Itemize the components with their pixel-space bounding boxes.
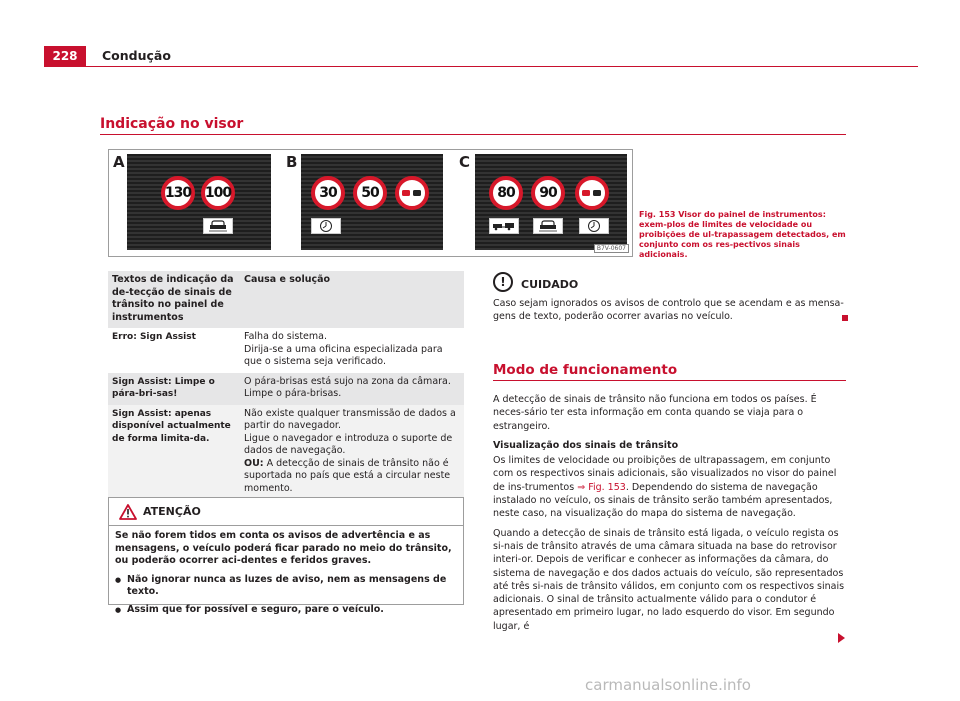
wet-road-sign-icon <box>203 218 233 234</box>
subheading: Visualização dos sinais de trânsito <box>493 439 679 451</box>
table-row <box>108 328 464 373</box>
warning-text: Se não forem tidos em conta os avisos de advertência e as mensagens, o veículo poderá ficar parado no meio do trânsito, ou poderão ocorrer aci-dentes e feridos graves. <box>115 530 452 566</box>
paragraph-text: Os limites de velocidade ou proibições de ultrapassagem, em conjunto com os respectivos sinais adicionais, são visualizados no visor do painel de ins-trumentos <box>493 455 837 493</box>
table-cell-text: Sign Assist: apenas disponível actualmente de forma limita-da. <box>108 405 240 500</box>
or-label: OU: <box>244 457 264 469</box>
panel-letter-c: C <box>459 153 471 171</box>
speed-sign-90: 90 <box>531 176 565 210</box>
clock-sign-icon <box>579 218 609 234</box>
cause-line: Ligue o navegador e introduza o suporte de dados de navegação. <box>244 432 453 456</box>
table-cell-text: Erro: Sign Assist <box>108 328 240 373</box>
paragraph <box>493 454 848 520</box>
table-cell-cause <box>240 405 464 500</box>
warning-bullet: ● Não ignorar nunca as luzes de aviso, nem as mensagens de texto. <box>115 574 459 599</box>
cause-line: Não existe qualquer transmissão de dados a partir do navegador. <box>244 407 456 431</box>
or-text: A detecção de sinais de trânsito não é suportada no país que está a circular neste momento. <box>244 457 451 494</box>
cause-line: Falha do sistema. <box>244 331 327 342</box>
messages-table <box>108 271 464 499</box>
table-cell-cause <box>240 328 464 373</box>
figure-153 <box>108 149 633 257</box>
clock-sign-icon <box>311 218 341 234</box>
warning-body <box>115 530 459 621</box>
caution-text: Caso sejam ignorados os avisos de controlo que se acendam e as mensa-gens de texto, poderão ocorrer avarias no veículo. <box>493 298 844 322</box>
exclamation-icon: ! <box>493 272 513 292</box>
speed-sign-30: 30 <box>311 176 345 210</box>
panel-a <box>127 154 271 250</box>
speed-sign-80: 80 <box>489 176 523 210</box>
panel-b <box>301 154 443 250</box>
warning-bullet: ● Assim que for possível e seguro, pare o veículo. <box>115 604 459 617</box>
paragraph: A detecção de sinais de trânsito não funciona em todos os países. É neces-sário ter esta informação em conta quando se viaja para o estrangeiro. <box>493 394 817 432</box>
speed-sign-130: 130 <box>161 176 195 210</box>
warning-header <box>109 498 463 526</box>
table-header-cause: Causa e solução <box>240 271 464 328</box>
cause-line: Limpe o pára-brisas. <box>244 388 342 399</box>
speed-sign-50: 50 <box>353 176 387 210</box>
panel-letter-b: B <box>286 153 298 171</box>
figure-caption: Fig. 153 Visor do painel de instrumentos: exem-plos de limites de velocidade ou proibições de ul-trapassagem detectados, em conjunto com os res-pectivos sinais adicionais. <box>639 210 846 259</box>
cause-line: O pára-brisas está sujo na zona da câmara. <box>244 375 451 387</box>
speed-sign-100: 100 <box>201 176 235 210</box>
paragraph-text: . Dependendo do sistema de navegação instalado no veículo, os sinais de trânsito serão também apresentados, neste caso, na visualização do mapa do sistema de navegação. <box>493 481 833 520</box>
table-cell-text: Sign Assist: Limpe o pára-bri-sas! <box>108 373 240 405</box>
page-number: 228 <box>44 46 86 66</box>
table-cell-cause <box>240 373 464 405</box>
section-rule <box>493 380 846 381</box>
section-rule <box>100 134 846 135</box>
table-header-text: Textos de indicação da de-tecção de sinais de trânsito no painel de instrumentos <box>108 271 240 328</box>
header-rule <box>44 66 918 67</box>
chapter-title: Condução <box>102 48 171 63</box>
panel-letter-a: A <box>113 153 125 171</box>
table-row <box>108 373 464 405</box>
body-text <box>493 393 848 639</box>
no-overtaking-sign-icon <box>575 176 609 210</box>
warning-label: ATENÇÃO <box>143 505 201 518</box>
continue-arrow-icon <box>838 633 845 643</box>
wet-road-sign-icon <box>533 218 563 234</box>
warning-triangle-icon <box>119 504 137 520</box>
cause-line <box>244 458 460 496</box>
watermark: carmanualsonline.info <box>585 676 751 694</box>
no-overtaking-sign-icon <box>395 176 429 210</box>
warning-box <box>108 497 464 615</box>
table-row <box>108 405 464 500</box>
caution-label: CUIDADO <box>521 278 579 291</box>
section-title-display: Indicação no visor <box>100 116 244 132</box>
figure-link[interactable]: ⇒ Fig. 153 <box>577 481 626 493</box>
paragraph: Quando a detecção de sinais de trânsito está ligada, o veículo regista os si-nais de trânsito através de uma câmara situada na base do retrovisor interi-or. Depois de verificar e conhecer as informações da câmara, do sistema de navegação e dos dados actuais do veículo, são representados até três si-nais de trânsito válidos, em conjunto com os respectivos sinais adicionais. O sinal de trânsito actualmente válido para o condutor é apresentado em primeiro lugar, no lado esquerdo do visor. Em segundo lugar, é <box>493 527 845 632</box>
section-title-operation: Modo de funcionamento <box>493 362 678 378</box>
figure-code: B7V-0607 <box>594 244 629 253</box>
section-end-marker <box>842 315 848 321</box>
cause-line: Dirija-se a uma oficina especializada para que o sistema seja verificado. <box>244 343 443 367</box>
panel-c <box>475 154 627 250</box>
trailer-sign-icon <box>489 218 519 234</box>
